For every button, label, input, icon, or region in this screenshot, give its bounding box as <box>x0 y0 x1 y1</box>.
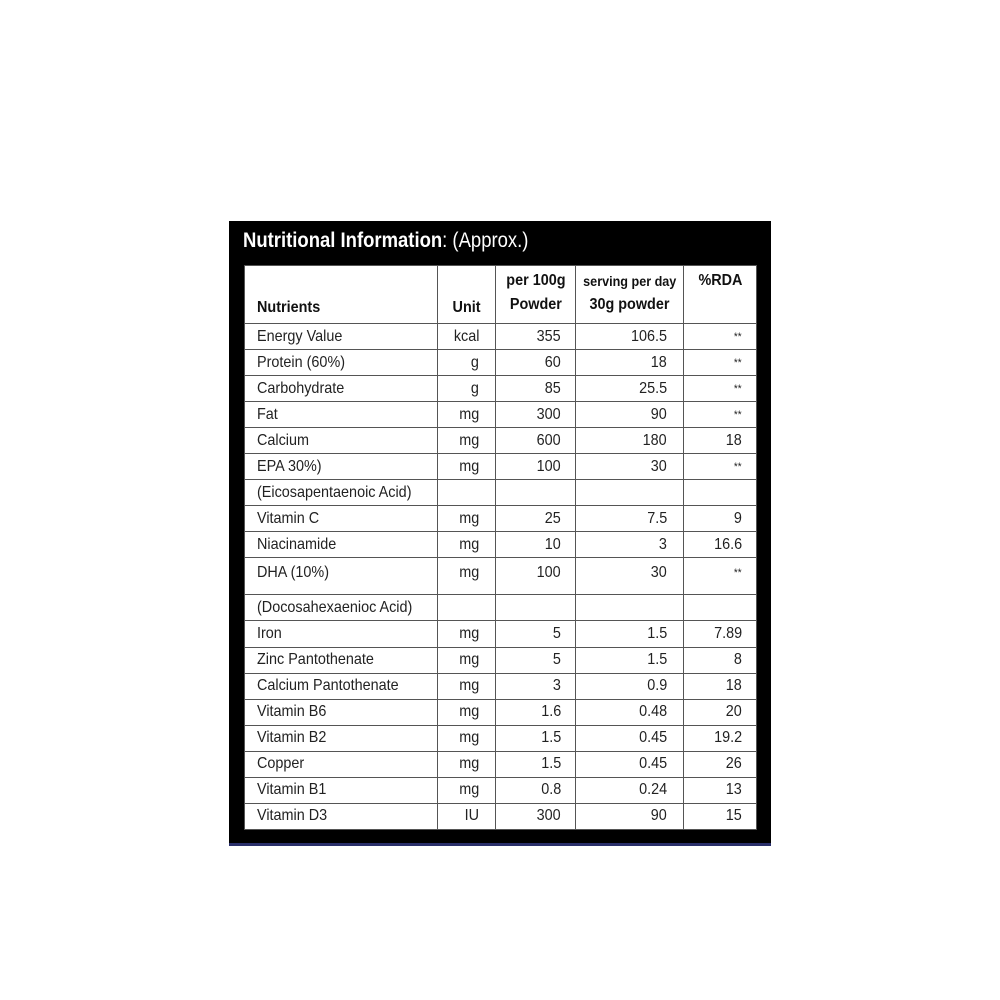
nutrient-unit: IU <box>438 803 496 829</box>
nutrient-unit: g <box>438 350 496 376</box>
nutrient-name: Vitamin B6 <box>245 699 438 725</box>
nutrient-rda: 7.89 <box>684 621 757 647</box>
table-row <box>245 751 757 777</box>
table-row <box>245 621 757 647</box>
nutrient-name: Calcium <box>245 428 438 454</box>
nutrient-unit: mg <box>438 751 496 777</box>
table-row <box>245 428 757 454</box>
nutrient-unit: mg <box>438 777 496 803</box>
panel-title-approx: : (Approx.) <box>442 229 529 252</box>
nutrient-unit: mg <box>438 673 496 699</box>
table-row <box>245 647 757 673</box>
nutrient-serving: 0.24 <box>576 777 684 803</box>
nutrient-name: Vitamin D3 <box>245 803 438 829</box>
nutrient-serving: 90 <box>576 803 684 829</box>
nutrient-unit: kcal <box>438 324 496 350</box>
nutrient-rda: 16.6 <box>684 532 757 558</box>
nutrient-name: Vitamin C <box>245 506 438 532</box>
nutrient-per-100g: 5 <box>496 621 576 647</box>
nutrient-rda: 18 <box>684 673 757 699</box>
table-row <box>245 350 757 376</box>
header-per-100g: per 100g Powder <box>496 266 576 324</box>
nutrient-name: Iron <box>245 621 438 647</box>
header-nutrients: Nutrients <box>245 266 438 324</box>
header-unit: Unit <box>438 266 496 324</box>
nutrition-panel <box>229 221 771 845</box>
nutrient-name: (Docosahexaenioc Acid) <box>245 595 438 621</box>
nutrient-serving: 180 <box>576 428 684 454</box>
nutrient-serving: 7.5 <box>576 506 684 532</box>
nutrient-rda: ** <box>684 454 757 480</box>
table-row <box>245 506 757 532</box>
nutrient-unit: mg <box>438 647 496 673</box>
nutrient-rda: 9 <box>684 506 757 532</box>
nutrient-unit: mg <box>438 402 496 428</box>
nutrient-unit: mg <box>438 725 496 751</box>
nutrient-serving: 106.5 <box>576 324 684 350</box>
nutrient-per-100g: 60 <box>496 350 576 376</box>
nutrient-name: Carbohydrate <box>245 376 438 402</box>
nutrient-unit: mg <box>438 506 496 532</box>
nutrient-per-100g: 100 <box>496 454 576 480</box>
nutrient-rda: ** <box>684 350 757 376</box>
nutrient-rda: 19.2 <box>684 725 757 751</box>
nutrient-name: (Eicosapentaenoic Acid) <box>245 480 438 506</box>
table-row <box>245 324 757 350</box>
table-row <box>245 454 757 480</box>
nutrient-name: EPA 30%) <box>245 454 438 480</box>
table-row <box>245 376 757 402</box>
nutrient-name: Vitamin B1 <box>245 777 438 803</box>
nutrient-per-100g: 5 <box>496 647 576 673</box>
nutrient-per-100g: 600 <box>496 428 576 454</box>
nutrient-unit: mg <box>438 532 496 558</box>
table-row <box>245 777 757 803</box>
nutrient-serving: 1.5 <box>576 621 684 647</box>
nutrient-unit: mg <box>438 699 496 725</box>
nutrient-serving: 3 <box>576 532 684 558</box>
nutrient-per-100g: 1.6 <box>496 699 576 725</box>
nutrient-serving: 18 <box>576 350 684 376</box>
nutrient-rda: 15 <box>684 803 757 829</box>
nutrient-rda: ** <box>684 558 757 595</box>
panel-bottom-accent <box>229 843 771 846</box>
nutrient-rda <box>684 480 757 506</box>
nutrient-name: Energy Value <box>245 324 438 350</box>
header-rda: %RDA <box>684 266 757 324</box>
nutrient-rda: ** <box>684 324 757 350</box>
nutrient-name: Vitamin B2 <box>245 725 438 751</box>
nutrient-name: Zinc Pantothenate <box>245 647 438 673</box>
table-row <box>245 532 757 558</box>
nutrient-per-100g: 1.5 <box>496 751 576 777</box>
nutrient-rda: 26 <box>684 751 757 777</box>
nutrient-rda: ** <box>684 402 757 428</box>
nutrient-serving: 1.5 <box>576 647 684 673</box>
nutrient-per-100g: 355 <box>496 324 576 350</box>
panel-title-bold: Nutritional Information <box>243 229 443 252</box>
nutrient-rda <box>684 595 757 621</box>
nutrient-serving: 0.48 <box>576 699 684 725</box>
table-row <box>245 803 757 829</box>
nutrient-rda: 20 <box>684 699 757 725</box>
nutrient-serving: 30 <box>576 558 684 595</box>
nutrient-serving <box>576 480 684 506</box>
nutrient-unit: mg <box>438 428 496 454</box>
table-row <box>245 595 757 621</box>
panel-title <box>243 227 528 255</box>
nutrient-unit: mg <box>438 558 496 595</box>
nutrient-serving <box>576 595 684 621</box>
table-row <box>245 725 757 751</box>
nutrient-unit: g <box>438 376 496 402</box>
nutrient-serving: 90 <box>576 402 684 428</box>
nutrient-name: Fat <box>245 402 438 428</box>
nutrient-rda: 13 <box>684 777 757 803</box>
nutrient-rda: 18 <box>684 428 757 454</box>
table-row <box>245 402 757 428</box>
nutrient-serving: 30 <box>576 454 684 480</box>
nutrient-rda: ** <box>684 376 757 402</box>
nutrient-per-100g: 25 <box>496 506 576 532</box>
header-serving-per-day: serving per day 30g powder <box>576 266 684 324</box>
nutrient-name: Calcium Pantothenate <box>245 673 438 699</box>
table-row <box>245 480 757 506</box>
nutrient-unit: mg <box>438 454 496 480</box>
nutrient-per-100g <box>496 595 576 621</box>
nutrient-per-100g: 100 <box>496 558 576 595</box>
nutrient-per-100g: 300 <box>496 803 576 829</box>
nutrient-name: Protein (60%) <box>245 350 438 376</box>
nutrient-serving: 0.45 <box>576 725 684 751</box>
nutrient-name: DHA (10%) <box>245 558 438 595</box>
nutrient-unit <box>438 595 496 621</box>
nutrient-per-100g: 10 <box>496 532 576 558</box>
nutrient-serving: 0.9 <box>576 673 684 699</box>
table-header-row <box>245 266 757 324</box>
table-row <box>245 673 757 699</box>
table-row <box>245 558 757 595</box>
nutrient-per-100g: 1.5 <box>496 725 576 751</box>
nutrient-per-100g: 0.8 <box>496 777 576 803</box>
nutrient-unit <box>438 480 496 506</box>
nutrient-serving: 25.5 <box>576 376 684 402</box>
nutrient-serving: 0.45 <box>576 751 684 777</box>
nutrient-per-100g <box>496 480 576 506</box>
nutrient-per-100g: 85 <box>496 376 576 402</box>
table-row <box>245 699 757 725</box>
nutrient-per-100g: 300 <box>496 402 576 428</box>
nutrient-name: Niacinamide <box>245 532 438 558</box>
nutrient-unit: mg <box>438 621 496 647</box>
nutrient-name: Copper <box>245 751 438 777</box>
nutrition-table <box>244 265 757 830</box>
nutrient-rda: 8 <box>684 647 757 673</box>
nutrient-per-100g: 3 <box>496 673 576 699</box>
